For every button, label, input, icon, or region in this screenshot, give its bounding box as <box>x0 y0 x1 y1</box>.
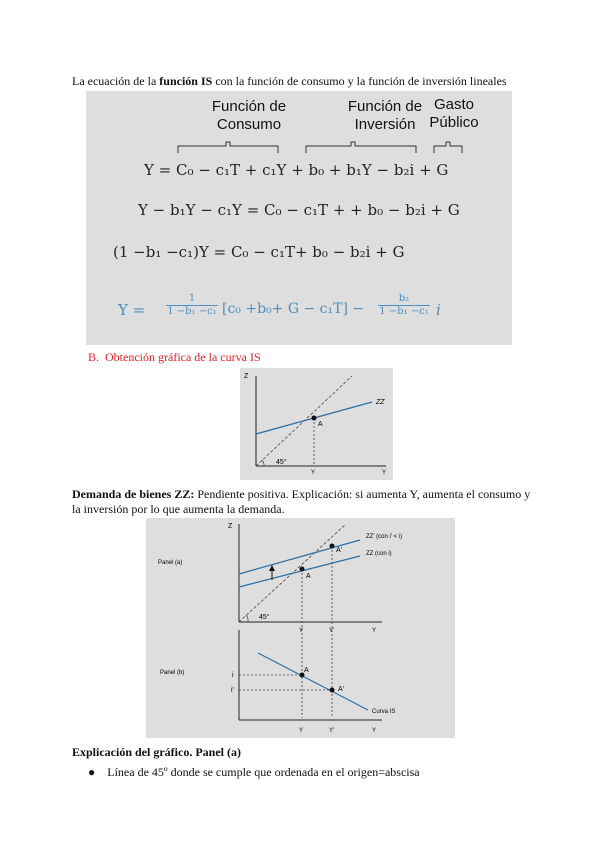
g2-point-a: A <box>306 573 311 580</box>
g1-y-tick: Y <box>311 470 316 476</box>
explanation-bullet <box>88 765 420 780</box>
g2-point-a-prime-b: A' <box>338 686 345 693</box>
intro-bold: función IS <box>159 74 213 88</box>
equation-4-lhs: Y = <box>118 301 146 319</box>
equation-4-frac2 <box>378 293 430 317</box>
demand-text: Pendiente positiva. Explicación: si aumenta Y, aumenta el consumo y la inversión por lo que aumenta la demanda. <box>72 487 531 516</box>
g1-angle: 45° <box>276 459 287 466</box>
g2-i-label: i <box>232 672 234 679</box>
bullet-text: Línea de 45º donde se cumple que ordenada en el origen=abscisa <box>107 765 420 779</box>
equation-4-frac1 <box>166 293 218 317</box>
demand-paragraph <box>72 487 532 517</box>
intro-paragraph <box>72 74 542 89</box>
explanation-heading <box>72 745 241 760</box>
section-b-heading <box>88 350 261 365</box>
g2-y-axis-a: Y <box>372 628 377 634</box>
zz-graph <box>240 368 393 480</box>
g2-angle: 45° <box>259 614 270 621</box>
equation-4-tail: i <box>436 301 441 319</box>
g2-y-axis-b: Y <box>372 728 377 734</box>
equation-1: Y = C₀ − c₁T + c₁Y + b₀ + b₁Y − b₂i + G <box>144 161 449 179</box>
g2-y-tick-b: Y <box>299 728 304 734</box>
section-b-marker: B. <box>88 350 100 364</box>
g1-point-a: A <box>318 421 323 428</box>
section-b-title: Obtención gráfica de la curva IS <box>105 350 261 364</box>
is-curve-figure <box>146 518 455 738</box>
g2-i-prime-label: i' <box>231 687 234 694</box>
g2-panel-a: Panel (a) <box>158 560 183 566</box>
g1-z-label: Z <box>244 373 249 380</box>
g2-zz: ZZ (con i) <box>366 551 392 557</box>
frac2-den: 1 −b₁ −c₁ <box>379 306 429 317</box>
g2-y-tick-a: Y <box>299 628 304 634</box>
g1-zz-label: ZZ <box>376 399 385 406</box>
g2-point-a-b: A <box>304 667 309 674</box>
header-consumo-line1: Función de <box>211 98 287 115</box>
intro-post: con la función de consumo y la función de inversión lineales <box>212 74 507 88</box>
header-inversion-line2: Inversión <box>354 116 416 133</box>
g2-point-a-prime: A' <box>336 547 343 554</box>
is-curve-graph <box>146 518 455 738</box>
intro-pre: La ecuación de la <box>72 74 160 88</box>
header-inversion-line1: Función de <box>347 98 423 115</box>
zz-graph-figure <box>240 368 393 480</box>
header-consumo-line2: Consumo <box>216 116 282 133</box>
header-gasto-line2: Público <box>429 114 479 131</box>
g2-panel-b: Panel (b) <box>160 670 185 676</box>
frac1-num: 1 <box>166 293 218 306</box>
frac2-num: b₂ <box>378 293 430 306</box>
demand-bold: Demanda de bienes ZZ: <box>72 487 195 501</box>
explanation-heading-text: Explicación del gráfico. Panel (a) <box>72 745 241 759</box>
is-equation-figure <box>86 91 512 345</box>
equation-2: Y − b₁Y − c₁Y = C₀ − c₁T + + b₀ − b₂i + G <box>138 201 460 219</box>
frac1-den: 1 −b₁ −c₁ <box>167 306 217 317</box>
equation-4-bracket: [c₀ +b₀+ G − c₁T] − <box>222 301 365 317</box>
g2-zz-prime: ZZ' (con i' < i) <box>366 534 403 540</box>
g2-z-label: Z <box>228 523 233 530</box>
bullet-dot-icon: ● <box>88 765 96 779</box>
equation-3: (1 −b₁ −c₁)Y = C₀ − c₁T+ b₀ − b₂i + G <box>113 243 405 261</box>
g2-is-label: Curva IS <box>372 709 396 715</box>
g2-y-prime-tick-a: Y' <box>329 628 335 634</box>
g1-y-axis: Y <box>382 470 387 476</box>
header-gasto-line1: Gasto <box>433 96 475 113</box>
g2-y-prime-tick-b: Y' <box>329 728 335 734</box>
